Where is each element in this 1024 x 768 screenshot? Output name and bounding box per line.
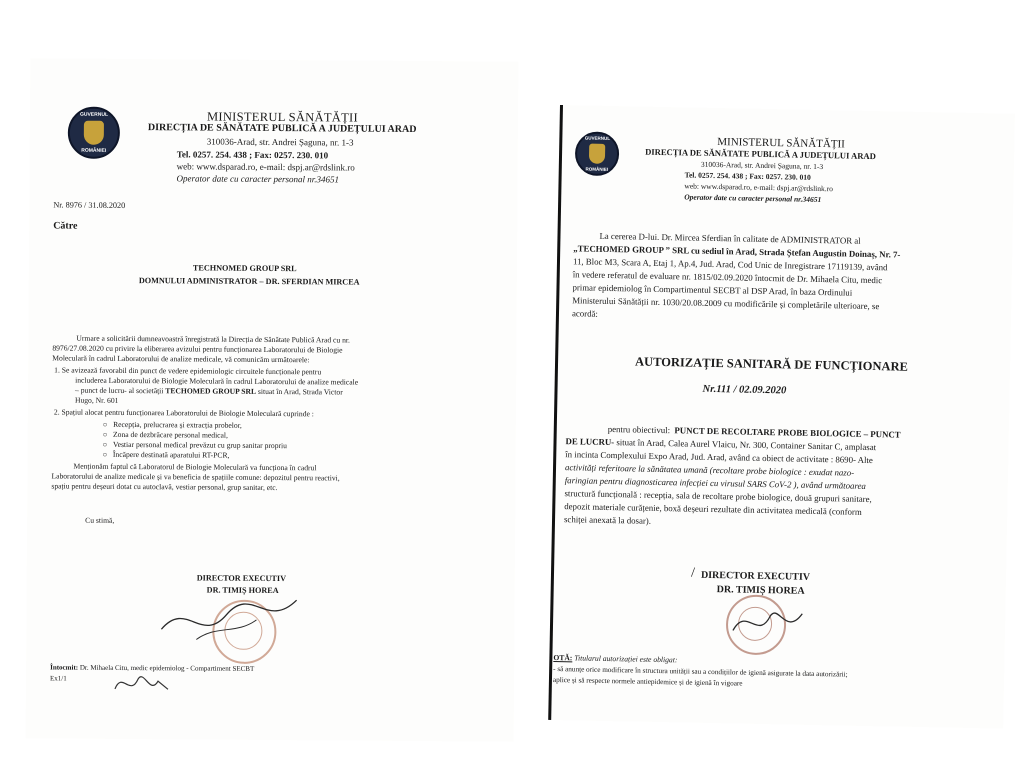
web-email: web: www.dsparad.ro, e-mail: dspj.ar@rdslink.ro [684, 181, 834, 194]
note-item: - să anunțe orice modificare în structura unității sau a condițiilor de igienă asigurate la data autorizării; [553, 664, 848, 679]
scan-edge [548, 105, 563, 720]
closing: Cu stimă, [85, 515, 115, 525]
item-1: 1. Se avizează favorabil din punct de vedere epidemiologic circuitele funcționale pentru [54, 365, 322, 377]
operator-line: Operator date cu caracter personal nr.34651 [684, 192, 822, 205]
directorate-name: DIRECȚIA DE SĂNĂTATE PUBLICĂ A JUDEȚULUI ARAD [147, 122, 417, 136]
copies: Ex1/1 [50, 674, 67, 683]
director-title: DIRECTOR EXECUTIV [700, 569, 811, 583]
ministry-name: MINISTERUL SĂNĂTĂȚII [206, 109, 359, 125]
note-heading: OTĂ: Titularul autorizației este obligat: [553, 652, 678, 665]
director-name: DR. TIMIȘ HOREA [716, 584, 805, 597]
signature-icon [728, 600, 809, 647]
initials-signature-icon [112, 669, 172, 699]
government-seal-icon: GUVERNUL ROMÂNIEI [575, 131, 620, 176]
addressee-company: TECHNOMED GROUP SRL [192, 263, 297, 274]
list-item: ○ Zona de dezbrăcare personal medical, [102, 429, 228, 440]
address-line: 310036-Arad, str. Andrei Șaguna, nr. 1-3 [206, 136, 354, 148]
authorization-number: Nr.111 / 02.09.2020 [702, 383, 787, 397]
addressee-person: DOMNULUI ADMINISTRATOR – DR. SFERDIAN MIRCEA [138, 276, 360, 287]
operator-line: Operator date cu caracter personal nr.34651 [176, 173, 340, 185]
phone-fax: Tel. 0257. 254. 438 ; Fax: 0257. 230. 010 [684, 170, 811, 182]
signature-stroke-icon: / [690, 565, 696, 581]
signature-icon [156, 589, 306, 650]
reference-number: Nr. 8976 / 31.08.2020 [53, 200, 126, 210]
to-label: Către [53, 220, 78, 232]
note-item: aplice și să respecte normele antiepidemice și de igienă în vigoare [552, 675, 743, 688]
notice-letter-page: GUVERNUL ROMÂNIEI MINISTERUL SĂNĂTĂȚII DIRECȚIA DE SĂNĂTATE PUBLICĂ A JUDEȚULUI ARAD 310036-Arad, str. Andrei Șaguna, nr. 1-3 Tel. 0257. 254. 438 ; Fax: 0257. 230. 010 web: www.dsparad.ro, e-mail: dspj.ar@rdslink.ro Operator date cu caracter personal nr.34651 Nr. 8976 / 31.08.2020 Către TECHNOMED GROUP SRL DOMNULUI ADMINISTRATOR – DR. SFERDIAN MIRCEA Urmare a solicitării dumneavoastră înregistrată la Direcția de Sănătate Publică Arad cu nr. 8976/27.08.2020 cu privire la eliberarea avizului pentru funcționarea Laboratorului de Biologie Moleculară în cadrul Laboratorului de analize medicale, vă comunicăm următoarele: 1. Se avizează favorabil din punct de vedere epidemiologic circuitele funcționale pentru includerea Laboratorului de Biologie Moleculară în cadrul Laboratorului de analize medicale – punct de lucru- al societății TECHOMED GROUP SRL situat în Arad, Strada Victor Hugo, Nr. 601 2. Spațiul alocat pentru funcționarea Laboratorului de Biologie Moleculară cuprinde : ○ Recepția, prelucrarea și extracția probelor, ○ Zona de dezbrăcare personal medical, ○ Vestiar personal medical prevăzut cu grup sanitar propriu ○ Încăpere destinată aparatului RT-PCR, Menționăm faptul că Laboratorul de Biologie Moleculară va funcționa în cadrul Laboratorului de analize medicale și va beneficia de spațiile comune: depozitul pentru reactivi, spațiu pentru deșeuri dotat cu autoclavă, vestiar personal, grup sanitar, etc. Cu stimă, DIRECTOR EXECUTIV DR. TIMIȘ HOREA Întocmit: Dr. Mihaela Citu, medic epidemiolog - Compartiment SECBT Ex1/1 [26, 58, 519, 741]
document-title: AUTORIZAȚIE SANITARĂ DE FUNCȚIONARE [634, 354, 909, 374]
prepared-by: Întocmit: Dr. Mihaela Citu, medic epidemiolog - Compartiment SECBT [50, 663, 255, 673]
government-seal-icon: GUVERNUL ROMÂNIEI [68, 107, 120, 159]
list-item: ○ Recepția, prelucrarea și extracția probelor, [102, 419, 242, 430]
objective-name: PUNCT DE RECOLTARE PROBE BIOLOGICE – PUNCT [674, 425, 901, 440]
web-email: web: www.dsparad.ro, e-mail: dspj.ar@rdslink.ro [176, 161, 355, 173]
directorate-name: DIRECȚIA DE SĂNĂTATE PUBLICĂ A JUDEȚULUI ARAD [645, 146, 876, 162]
ministry-name: MINISTERUL SĂNĂTĂȚII [717, 136, 846, 151]
director-title: DIRECTOR EXECUTIV [196, 573, 287, 584]
phone-fax: Tel. 0257. 254. 438 ; Fax: 0257. 230. 010 [176, 149, 329, 161]
address-line: 310036-Arad, str. Andrei Șaguna, nr. 1-3 [700, 159, 824, 172]
list-item: ○ Vestiar personal medical prevăzut cu grup sanitar propriu [102, 439, 287, 451]
list-item: ○ Încăpere destinată aparatului RT-PCR, [102, 449, 230, 460]
item-2: 2. Spațiul alocat pentru funcționarea Laboratorului de Biologie Moleculară cuprinde : [53, 407, 314, 419]
director-name: DR. TIMIȘ HOREA [206, 585, 279, 596]
authorization-page: GUVERNUL ROMÂNIEI MINISTERUL SĂNĂTĂȚII DIRECȚIA DE SĂNĂTATE PUBLICĂ A JUDEȚULUI ARAD 310036-Arad, str. Andrei Șaguna, nr. 1-3 Tel. 0257. 254. 438 ; Fax: 0257. 230. 010 web: www.dsparad.ro, e-mail: dspj.ar@rdslink.ro Operator date cu caracter personal nr.34651 La cererea D-lui. Dr. Mircea Sferdian în calitate de ADMINISTRATOR al „TECHOMED GROUP ” SRL cu sediul în Arad, Strada Ștefan Augustin Doinaș, Nr. 7- 11, Bloc M3, Scara A, Etaj 1, Ap.4, Jud. Arad, Cod Unic de Inregistrare 17119139, având în vedere referatul de evaluare nr. 1815/02.09.2020 întocmit de Dr. Mihaela Citu, medic primar epidemiolog în Compartimentul SECBT al DSP Arad, în baza Ordinului Ministerului Sănătății nr. 1030/20.08.2009 cu modificările și completările ulterioare, se acordă: AUTORIZAȚIE SANITARĂ DE FUNCȚIONARE Nr.111 / 02.09.2020 pentru obiectivul: PUNCT DE RECOLTARE PROBE BIOLOGICE – PUNCT DE LUCRU- situat în Arad, Calea Aurel Vlaicu, Nr. 300, Container Sanitar C, amplasat în incinta Complexului Expo Arad, Jud. Arad, având ca obiect de activitate : 8690- Alte activități referitoare la sănătatea umană (recoltare probe biologice : exudat nazo- faringian pentru diagnosticarea infecției cu virusul SARS CoV-2 ), având următoarea structură funcțională : recepția, sala de recoltare probe biologice, două grupuri sanitare, depozit materiale curățenie, boxă deșeuri rezultate din activitatea medicală (conform schiței anexată la dosar). DIRECTOR EXECUTIV DR. TIMIȘ HOREA / OTĂ: Titularul autorizației este obligat: - să anunțe orice modificare în structura unității sau a condițiilor de igienă asigurate la data autorizării; aplice și să respecte normele antiepidemice și de igienă în vigoare [548, 105, 1015, 729]
